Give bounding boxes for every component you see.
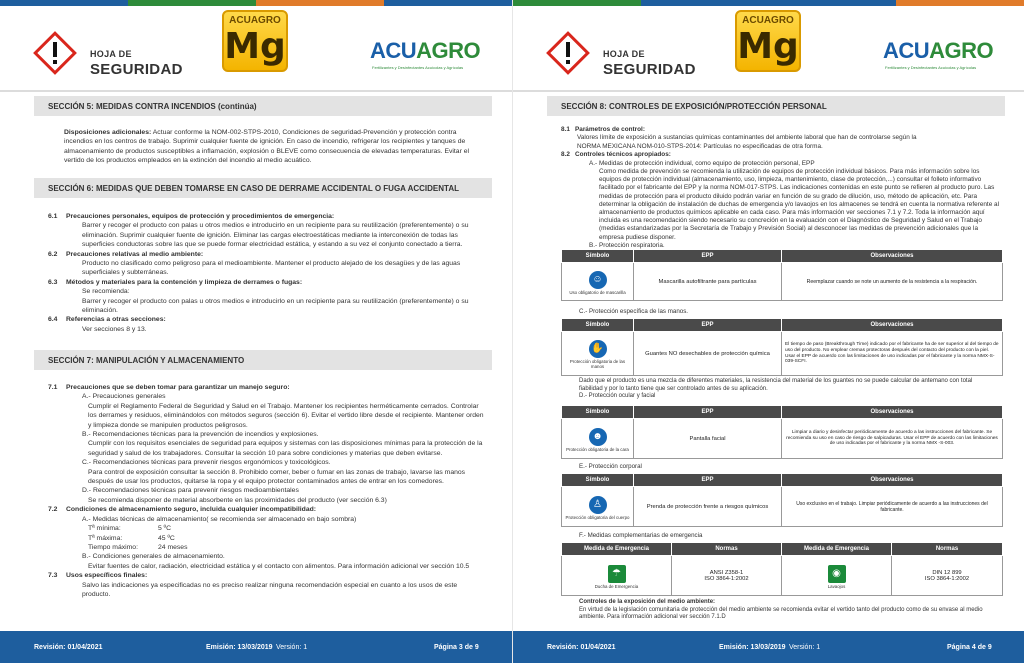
document-title: HOJA DE SEGURIDAD (603, 49, 696, 78)
respiratory-protection-table: Símbolo EPP Observaciones ☺ Uso obligatorio de mascarilla Mascarilla autofiltrante para partículas Reemplazar cuando se note un aumento de la resistencia a la respiración. (561, 249, 1003, 301)
face-shield-icon: ☻ (589, 428, 607, 446)
page-footer (513, 631, 1024, 663)
hazard-warning-icon (32, 30, 78, 76)
gloves-icon: ✋ (589, 340, 607, 358)
environment-controls: Controles de la exposición del medio ambiente: En virtud de la legislación comunitaria de protección del medio ambiente se recomienda evitar el vertido tanto del producto como de su envase al medio ambiente. Para información adicional ver sección 7.1.D (579, 599, 983, 621)
glove-note: Dado que el producto es una mezcla de diferentes materiales, la resistencia del material de los guantes no se puede calcular de antemano con total fiabilidad y por lo tanto tiene que ser controlado antes de su aplicación. D.- Protección ocular y facial (579, 378, 973, 400)
emergency-measures-label: F.- Medidas complementarias de emergencia (579, 532, 703, 539)
section-6-body: 6.1 Precauciones personales, equipos de protección y procedimientos de emergencia: Barrer y recoger el producto con palas u otros medios e introducirlo en un recipiente para su reutilización (preferentemente) o su eliminación. Suprimir cualquier fuente de ignición. Eliminar las cargas electroestáticas mediante la interconexión de todas las superficies conductoras sobre las que se puede formar electricidad estática, y estando a su vez el conjunto conectado a tierra. 6.2 Precauciones relativas al medio ambiente: Producto no clasificado como peligroso para el medioambiente. Mantener el producto alejado de los desagües y de las aguas superficiales y subterráneas. 6.3 Métodos y materiales para la contención y limpieza de derrames o fugas: Se recomienda: Barrer y recoger el producto con palas u otros medios e introducirlo en un recipiente para su reutilización (preferentemente) o su eliminación. 6.4 Referencias a otras secciones: Ver secciones 8 y 13. (48, 213, 469, 333)
section-8-body: 8.1 Parámetros de control: Valores límite de exposición a sustancias químicas contaminantes del ambiente laboral que han de controlarse según la NORMA MEXICANA NOM-010-STPS-2014: Partículas no especificadas de otra forma. 8.2 Controles técnicos apropiados: A.- Medidas de protección individual, como equipo de protección personal, EPP Como medida de prevención se recomienda la utilización de equipos de protección individual básicos. Para más información sobre los equipos de protección individual (almacenamiento, uso, limpieza, mantenimiento, clase de protección,...) consultar el folleto informativo facilitado por el fabricante del EPP y la norma NOM-017-STPS. Las indicaciones contenidas en este punto se refieren al producto puro. Las medidas de protección para el producto diluido podrán variar en función de su grado de dilución, uso, método de aplicación, etc. Para determinar la obligación de instalación de duchas de emergencia y/o lavaojos en los almacenes se tendrá en cuenta la normativa referente al almacenamiento de productos químicos aplicable en cada caso. Para más información ver secciones 7.1 y 7.2. Toda la información aquí incluida es una recomendación siendo necesario su concreción en la evaluación con el Diagnóstico de Seguridad y Salud en el Trabajo (medidas estandarizadas por la Secretaría de Trabajo y Previsión Social) al desconocer las medidas de prevención adicionales que la empresa pudiese disponer. B.- Protección respiratoria. (561, 126, 1000, 249)
section-8-title: SECCIÓN 8: CONTROLES DE EXPOSICIÓN/PROTECCIÓN PERSONAL (547, 96, 1005, 116)
section-5-body: Disposiciones adicionales: Actuar conforme la NOM-002-STPS-2010, Condiciones de seguridad-Prevención y protección contra incendios en los centros de trabajo. Suprimir cualquier fuente de ignición. En caso de incendio, refrigerar los recipientes y tanques de almacenamiento de productos susceptibles a inflamación, explosión o BLEVE como consecuencia de elevadas temperaturas. Evitar el vertido de los productos empleados en la extinción del incendio al medio acuático. (64, 129, 470, 165)
revision-date: Revisión: 01/04/2021 (34, 644, 103, 651)
section-7-body: 7.1 Precauciones que se deben tomar para garantizar un manejo seguro: A.- Precauciones generales Cumplir el Reglamento Federal de Seguridad y Salud en el Trabajo. Mantener los recipientes herméticamente cerrados. Controlar los derrames y residuos, eliminándolos con métodos seguros (sección 6). Evitar el vertido libre desde el recipiente. Mantener orden y limpieza donde se manipulen productos peligrosos. B.- Recomendaciones técnicas para la prevención de incendios y explosiones. Cumplir con los requisitos esenciales de seguridad para equipos y sistemas con las disposiciones mínimas para la protección de la seguridad y salud de los trabajadores. Consultar la sección 10 para sobre condiciones y materias que deben evitarse. C.- Recomendaciones técnicas para prevenir riesgos ergonómicos y toxicológicos. Para control de exposición consultar la sección 8. Prohibido comer, beber o fumar en las zonas de trabajo, lavarse las manos después de usar los productos, quitarse la ropa y el equipo protector contaminados antes de entrar en los comedores. D.- Recomendaciones técnicas para prevenir riesgos medioambientales Se recomienda disponer de material absorbente en las proximidades del producto (ver sección 6.3) 7.2 Condiciones de almacenamiento seguro, incluida cualquier incompatibilidad: A.- Medidas técnicas de almacenamiento( se recomienda ser almacenado en bajo sombra) Tª mínima: 5 ºC Tª máxima: 45 ºC Tiempo máximo: 24 meses B.- Condiciones generales de almacenamiento. Evitar fuentes de calor, radiación, electricidad estática y el contacto con alimentos. Para información adicional ver sección 10.5 7.3 Usos específicos finales: Salvo las indicaciones ya especificadas no es preciso realizar ninguna recomendación especial en cuanto a los usos de este producto. (48, 384, 484, 598)
face-protection-table: Símbolo EPP Observaciones ☻ Protección obligatoria de la cara Pantalla facial Limpiar a diario y desinfectar periódicamente de acuerdo a las instrucciones del fabricante. Se recomienda su uso en caso de riesgo de salpicaduras. Usar el EPP de acuerdo con las limitaciones de uso indicadas por el fabricante y la norma NMX -S-003. (561, 405, 1003, 459)
emission-date: Emisión: 13/03/2019 (206, 644, 273, 651)
eyewash-icon: ◉ (828, 565, 846, 583)
header-divider (513, 90, 1024, 92)
body-protection-table: Símbolo EPP Observaciones ♙ Protección obligatoria del cuerpo Prenda de protección frente a riesgos químicos Uso exclusivo en el trabajo. Limpiar periódicamente de acuerdo a las instrucciones del fabricante. (561, 473, 1003, 527)
page-footer (0, 631, 512, 663)
top-color-bar (0, 0, 512, 6)
emergency-measures-table: Medida de Emergencia Normas Medida de Emergencia Normas ☂ Ducha de Emergencia ANSI Z358-1 ISO 3864-1:2002 ◉ Lavaojos DIN 12 899 ISO 3864-1:2002 (561, 542, 1003, 596)
version: Versión: 1 (789, 644, 821, 651)
hazard-warning-icon (545, 30, 591, 76)
emission-date: Emisión: 13/03/2019 (719, 644, 786, 651)
revision-date: Revisión: 01/04/2021 (547, 644, 616, 651)
page-number: Página 4 de 9 (947, 644, 992, 651)
acuagro-company-logo: ACUAGRO Fertilizantes y Desinfectantes Acuícolas y Agrícolas (883, 38, 994, 70)
section-5-title: SECCIÓN 5: MEDIDAS CONTRA INCENDIOS (continúa) (34, 96, 492, 116)
hand-protection-label: C.- Protección específica de las manos. (579, 308, 689, 315)
top-color-bar (513, 0, 1024, 6)
section-6-title: SECCIÓN 6: MEDIDAS QUE DEBEN TOMARSE EN CASO DE DERRAME ACCIDENTAL O FUGA ACCIDENTAL (34, 178, 492, 198)
acuagro-mg-logo: ACUAGRO Mg (222, 10, 288, 72)
mask-icon: ☺ (589, 271, 607, 289)
page-number: Página 3 de 9 (434, 644, 479, 651)
section-7-title: SECCIÓN 7: MANIPULACIÓN Y ALMACENAMIENTO (34, 350, 492, 370)
hand-protection-table: Símbolo EPP Observaciones ✋ Protección obligatoria de las manos Guantes NO desechables de protección química El tiempo de paso (Breakthrough Time) indicado por el fabricante ha de ser superior al del tiempo de uso del producto. No emplear cremas protectoras después del contacto del producto con la piel. Usar el EPP de acuerdo con las limitaciones de uso indicadas por el fabricante y la norma NMX-S-039-SCFI. (561, 318, 1003, 376)
body-protection-label: E.- Protección corporal (579, 463, 642, 470)
version: Versión: 1 (276, 644, 308, 651)
acuagro-company-logo: ACUAGRO Fertilizantes y Desinfectantes Acuícolas y Agrícolas (370, 38, 481, 70)
acuagro-mg-logo: ACUAGRO Mg (735, 10, 801, 72)
page-4 (512, 0, 1024, 663)
header-divider (0, 90, 512, 92)
emergency-shower-icon: ☂ (608, 565, 626, 583)
protective-suit-icon: ♙ (589, 496, 607, 514)
document-title: HOJA DE SEGURIDAD (90, 49, 183, 78)
